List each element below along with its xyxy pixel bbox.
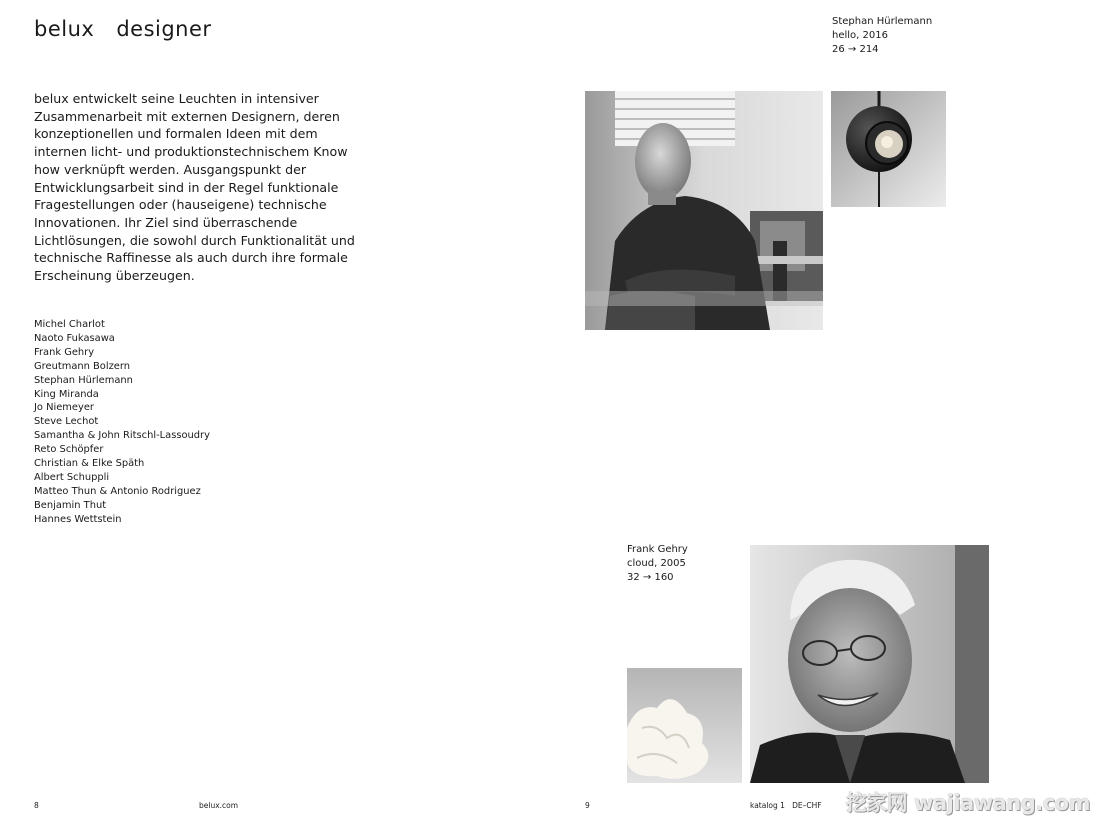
page-number-left: 8 [34, 801, 39, 810]
brand-header [34, 17, 212, 41]
brand-logo: belux [34, 17, 95, 41]
product-name: cloud, 2005 [627, 558, 686, 569]
product-name: hello, 2016 [832, 30, 888, 41]
catalog-label: katalog 1 DE–CHF [750, 801, 822, 810]
portrait-gehry-photo [750, 545, 989, 783]
intro-paragraph: belux entwickelt seine Leuchten in intensiver Zusammenarbeit mit externen Designern, deren konzeptionellen und formalen Ideen mit dem internen licht- und produktionstechnischem Know how verknüpft werden. Ausgangspunkt der Entwicklungsarbeit sind in der Regel funktionale Fragestellungen oder (hauseigene) technische Innovationen. Ihr Ziel sind überraschende Lichtlösungen, die sowohl durch Funktionalität und technische Raffinesse als auch durch ihre formale Erscheinung überzeugen. [34, 91, 355, 284]
portrait-hurlemann-photo [585, 91, 823, 330]
designer-list-item: Greutmann Bolzern [34, 360, 130, 372]
designer-list-item: Jo Niemeyer [34, 402, 94, 414]
page-reference: 26 → 214 [832, 44, 879, 55]
designer-list-item: Stephan Hürlemann [34, 374, 133, 386]
lamp-cloud-photo [627, 668, 742, 783]
designer-list-item: Michel Charlot [34, 319, 105, 330]
designer-list-item: Hannes Wettstein [34, 513, 122, 525]
designer-list-item: King Miranda [34, 388, 99, 400]
designer-list-item: Samantha & John Ritschl-Lassoudry [34, 430, 210, 442]
designer-list-item: Benjamin Thut [34, 499, 107, 511]
designer-list-item: Reto Schöpfer [34, 444, 104, 456]
section-title: designer [116, 17, 212, 41]
page-reference: 32 → 160 [627, 572, 674, 583]
designer-list-item: Frank Gehry [34, 346, 95, 358]
designer-name: Frank Gehry [627, 544, 688, 555]
lamp-hello-photo [831, 91, 946, 207]
website-link[interactable]: belux.com [199, 801, 239, 810]
designer-list [34, 318, 210, 527]
designer-list-item: Naoto Fukasawa [34, 332, 115, 344]
designer-list-item: Christian & Elke Späth [34, 458, 145, 470]
caption-gehry [627, 543, 688, 585]
designer-name: Stephan Hürlemann [832, 16, 933, 27]
page-number-right: 9 [585, 801, 590, 810]
watermark: 挖家网 wajiawang.com [845, 791, 1090, 815]
designer-list-item: Steve Lechot [34, 416, 99, 428]
designer-list-item: Albert Schuppli [34, 471, 110, 483]
designer-list-item: Matteo Thun & Antonio Rodriguez [34, 485, 201, 497]
caption-hurlemann [832, 15, 932, 57]
